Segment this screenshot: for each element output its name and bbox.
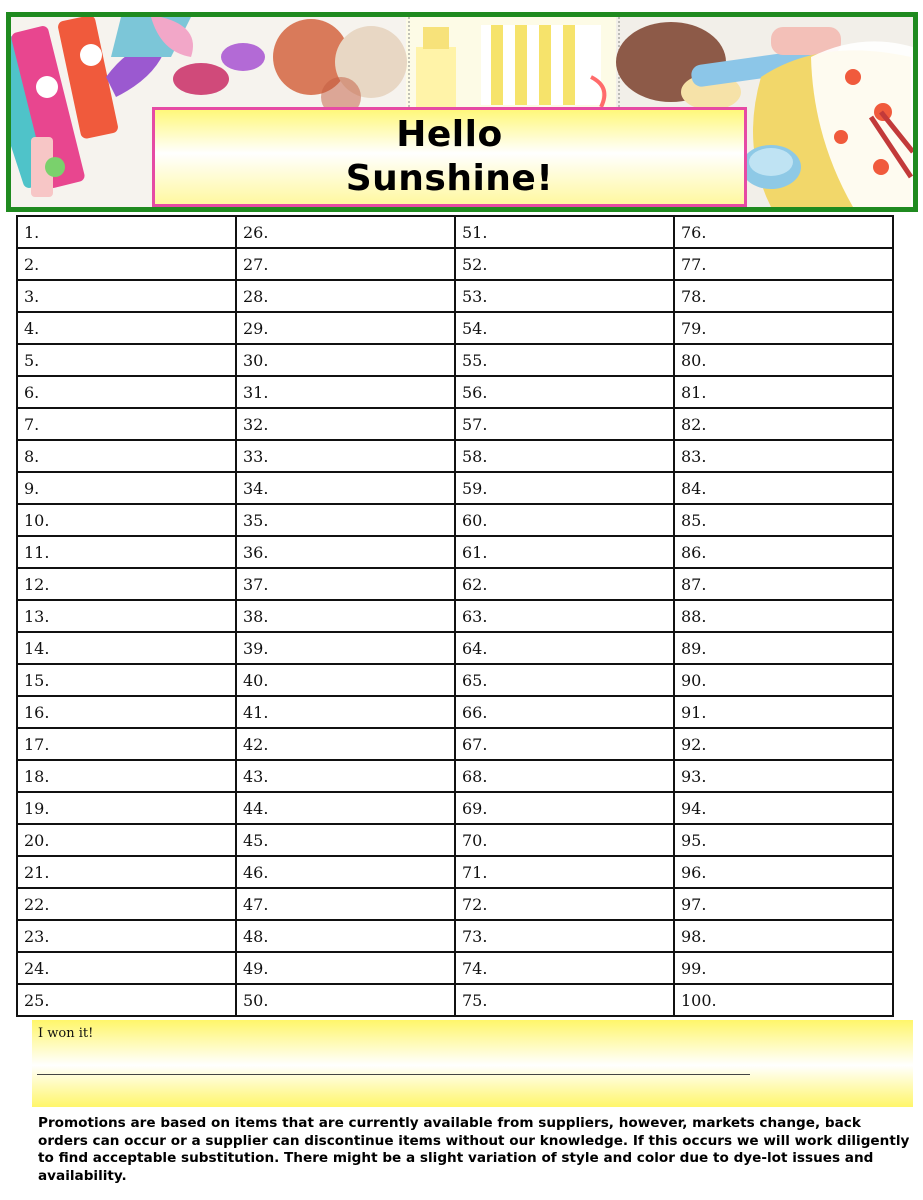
entry-cell[interactable]: 36. <box>236 536 455 568</box>
entry-cell[interactable]: 15. <box>17 664 236 696</box>
entry-cell[interactable]: 95. <box>674 824 893 856</box>
entry-cell[interactable]: 26. <box>236 216 455 248</box>
entry-cell[interactable]: 10. <box>17 504 236 536</box>
entry-cell[interactable]: 22. <box>17 888 236 920</box>
entry-cell[interactable]: 19. <box>17 792 236 824</box>
entry-cell[interactable]: 30. <box>236 344 455 376</box>
entry-cell[interactable]: 66. <box>455 696 674 728</box>
entry-cell[interactable]: 88. <box>674 600 893 632</box>
entry-cell[interactable]: 3. <box>17 280 236 312</box>
table-row <box>17 984 893 1016</box>
entry-cell[interactable]: 44. <box>236 792 455 824</box>
table-row <box>17 312 893 344</box>
entry-cell[interactable]: 48. <box>236 920 455 952</box>
entry-cell[interactable]: 7. <box>17 408 236 440</box>
entry-cell[interactable]: 18. <box>17 760 236 792</box>
entry-cell[interactable]: 56. <box>455 376 674 408</box>
entry-cell[interactable]: 40. <box>236 664 455 696</box>
bottles-illustration <box>409 17 619 112</box>
table-row <box>17 216 893 248</box>
entry-cell[interactable]: 62. <box>455 568 674 600</box>
table-row <box>17 664 893 696</box>
entry-cell[interactable]: 29. <box>236 312 455 344</box>
entry-cell[interactable]: 35. <box>236 504 455 536</box>
entry-cell[interactable]: 21. <box>17 856 236 888</box>
entry-cell[interactable]: 1. <box>17 216 236 248</box>
entry-cell[interactable]: 72. <box>455 888 674 920</box>
entry-cell[interactable]: 69. <box>455 792 674 824</box>
table-row <box>17 824 893 856</box>
entry-cell[interactable]: 91. <box>674 696 893 728</box>
entry-cell[interactable]: 76. <box>674 216 893 248</box>
entry-cell[interactable]: 61. <box>455 536 674 568</box>
entry-cell[interactable]: 73. <box>455 920 674 952</box>
entry-cell[interactable]: 8. <box>17 440 236 472</box>
entry-cell[interactable]: 14. <box>17 632 236 664</box>
table-row <box>17 728 893 760</box>
table-row <box>17 632 893 664</box>
entry-cell[interactable]: 23. <box>17 920 236 952</box>
table-row <box>17 376 893 408</box>
table-row <box>17 408 893 440</box>
entry-cell[interactable]: 52. <box>455 248 674 280</box>
entry-cell[interactable]: 65. <box>455 664 674 696</box>
entry-cell[interactable]: 50. <box>236 984 455 1016</box>
entry-cell[interactable]: 68. <box>455 760 674 792</box>
entry-cell[interactable]: 38. <box>236 600 455 632</box>
entry-cell[interactable]: 75. <box>455 984 674 1016</box>
entry-cell[interactable]: 37. <box>236 568 455 600</box>
entry-cell[interactable]: 28. <box>236 280 455 312</box>
entry-cell[interactable]: 81. <box>674 376 893 408</box>
entry-cell[interactable]: 96. <box>674 856 893 888</box>
entry-cell[interactable]: 13. <box>17 600 236 632</box>
entry-cell[interactable]: 70. <box>455 824 674 856</box>
entry-cell[interactable]: 12. <box>17 568 236 600</box>
promotion-disclaimer: Promotions are based on items that are currently available from suppliers, however, markets change, back orders can occur or a supplier can discontinue items without our knowledge. If this occurs we will work diligently to find acceptable substitution. There might be a slight variation of style and color due to dye-lot issues and availability. <box>38 1115 910 1184</box>
entry-cell[interactable]: 78. <box>674 280 893 312</box>
table-row <box>17 568 893 600</box>
entry-cell[interactable]: 63. <box>455 600 674 632</box>
entry-cell[interactable]: 79. <box>674 312 893 344</box>
table-row <box>17 344 893 376</box>
entry-cell[interactable]: 24. <box>17 952 236 984</box>
entry-cell[interactable]: 47. <box>236 888 455 920</box>
winner-box <box>32 1020 913 1107</box>
title-line-sunshine: Sunshine! <box>345 158 554 199</box>
entry-cell[interactable]: 94. <box>674 792 893 824</box>
table-row <box>17 440 893 472</box>
entry-cell[interactable]: 93. <box>674 760 893 792</box>
entry-cell[interactable]: 84. <box>674 472 893 504</box>
entry-cell[interactable]: 67. <box>455 728 674 760</box>
entry-cell[interactable]: 97. <box>674 888 893 920</box>
title-box <box>152 107 747 207</box>
entry-cell[interactable]: 17. <box>17 728 236 760</box>
entry-cell[interactable]: 25. <box>17 984 236 1016</box>
table-row <box>17 760 893 792</box>
entry-cell[interactable]: 4. <box>17 312 236 344</box>
table-row <box>17 888 893 920</box>
entry-cell[interactable]: 51. <box>455 216 674 248</box>
entry-cell[interactable]: 16. <box>17 696 236 728</box>
entry-cell[interactable]: 54. <box>455 312 674 344</box>
entry-cell[interactable]: 6. <box>17 376 236 408</box>
entry-cell[interactable]: 58. <box>455 440 674 472</box>
entry-cell[interactable]: 46. <box>236 856 455 888</box>
entry-cell[interactable]: 34. <box>236 472 455 504</box>
entry-cell[interactable]: 27. <box>236 248 455 280</box>
table-row <box>17 920 893 952</box>
table-row <box>17 792 893 824</box>
title-line-hello: Hello <box>396 114 503 155</box>
table-row <box>17 536 893 568</box>
winner-label: I won it! <box>38 1026 94 1041</box>
entry-cell[interactable]: 77. <box>674 248 893 280</box>
table-row <box>17 504 893 536</box>
entry-cell[interactable]: 64. <box>455 632 674 664</box>
entry-cell[interactable]: 5. <box>17 344 236 376</box>
entry-cell[interactable]: 57. <box>455 408 674 440</box>
entry-cell[interactable]: 98. <box>674 920 893 952</box>
header-banner <box>6 12 918 212</box>
table-row <box>17 600 893 632</box>
entry-cell[interactable]: 31. <box>236 376 455 408</box>
entry-cell[interactable]: 20. <box>17 824 236 856</box>
entry-cell[interactable]: 86. <box>674 536 893 568</box>
entry-cell[interactable]: 2. <box>17 248 236 280</box>
entry-cell[interactable]: 53. <box>455 280 674 312</box>
entry-cell[interactable]: 60. <box>455 504 674 536</box>
entry-cell[interactable]: 33. <box>236 440 455 472</box>
entry-cell[interactable]: 43. <box>236 760 455 792</box>
entry-cell[interactable]: 41. <box>236 696 455 728</box>
entry-cell[interactable]: 83. <box>674 440 893 472</box>
table-row <box>17 952 893 984</box>
number-entry-table <box>16 215 894 1017</box>
entry-cell[interactable]: 90. <box>674 664 893 696</box>
entry-cell[interactable]: 42. <box>236 728 455 760</box>
entry-cell[interactable]: 45. <box>236 824 455 856</box>
table-row <box>17 472 893 504</box>
entry-cell[interactable]: 87. <box>674 568 893 600</box>
entry-cell[interactable]: 80. <box>674 344 893 376</box>
entry-cell[interactable]: 99. <box>674 952 893 984</box>
table-row <box>17 248 893 280</box>
entry-cell[interactable]: 11. <box>17 536 236 568</box>
entry-cell[interactable]: 59. <box>455 472 674 504</box>
entry-cell[interactable]: 71. <box>455 856 674 888</box>
entry-cell[interactable]: 82. <box>674 408 893 440</box>
winner-signature-line[interactable] <box>37 1074 750 1075</box>
entry-cell[interactable]: 9. <box>17 472 236 504</box>
entry-cell[interactable]: 49. <box>236 952 455 984</box>
entry-cell[interactable]: 100. <box>674 984 893 1016</box>
entry-cell[interactable]: 92. <box>674 728 893 760</box>
table-row <box>17 280 893 312</box>
entry-cell[interactable]: 85. <box>674 504 893 536</box>
entry-cell[interactable]: 55. <box>455 344 674 376</box>
entry-cell[interactable]: 74. <box>455 952 674 984</box>
entry-cell[interactable]: 89. <box>674 632 893 664</box>
table-row <box>17 856 893 888</box>
table-row <box>17 696 893 728</box>
entry-cell[interactable]: 32. <box>236 408 455 440</box>
entry-cell[interactable]: 39. <box>236 632 455 664</box>
